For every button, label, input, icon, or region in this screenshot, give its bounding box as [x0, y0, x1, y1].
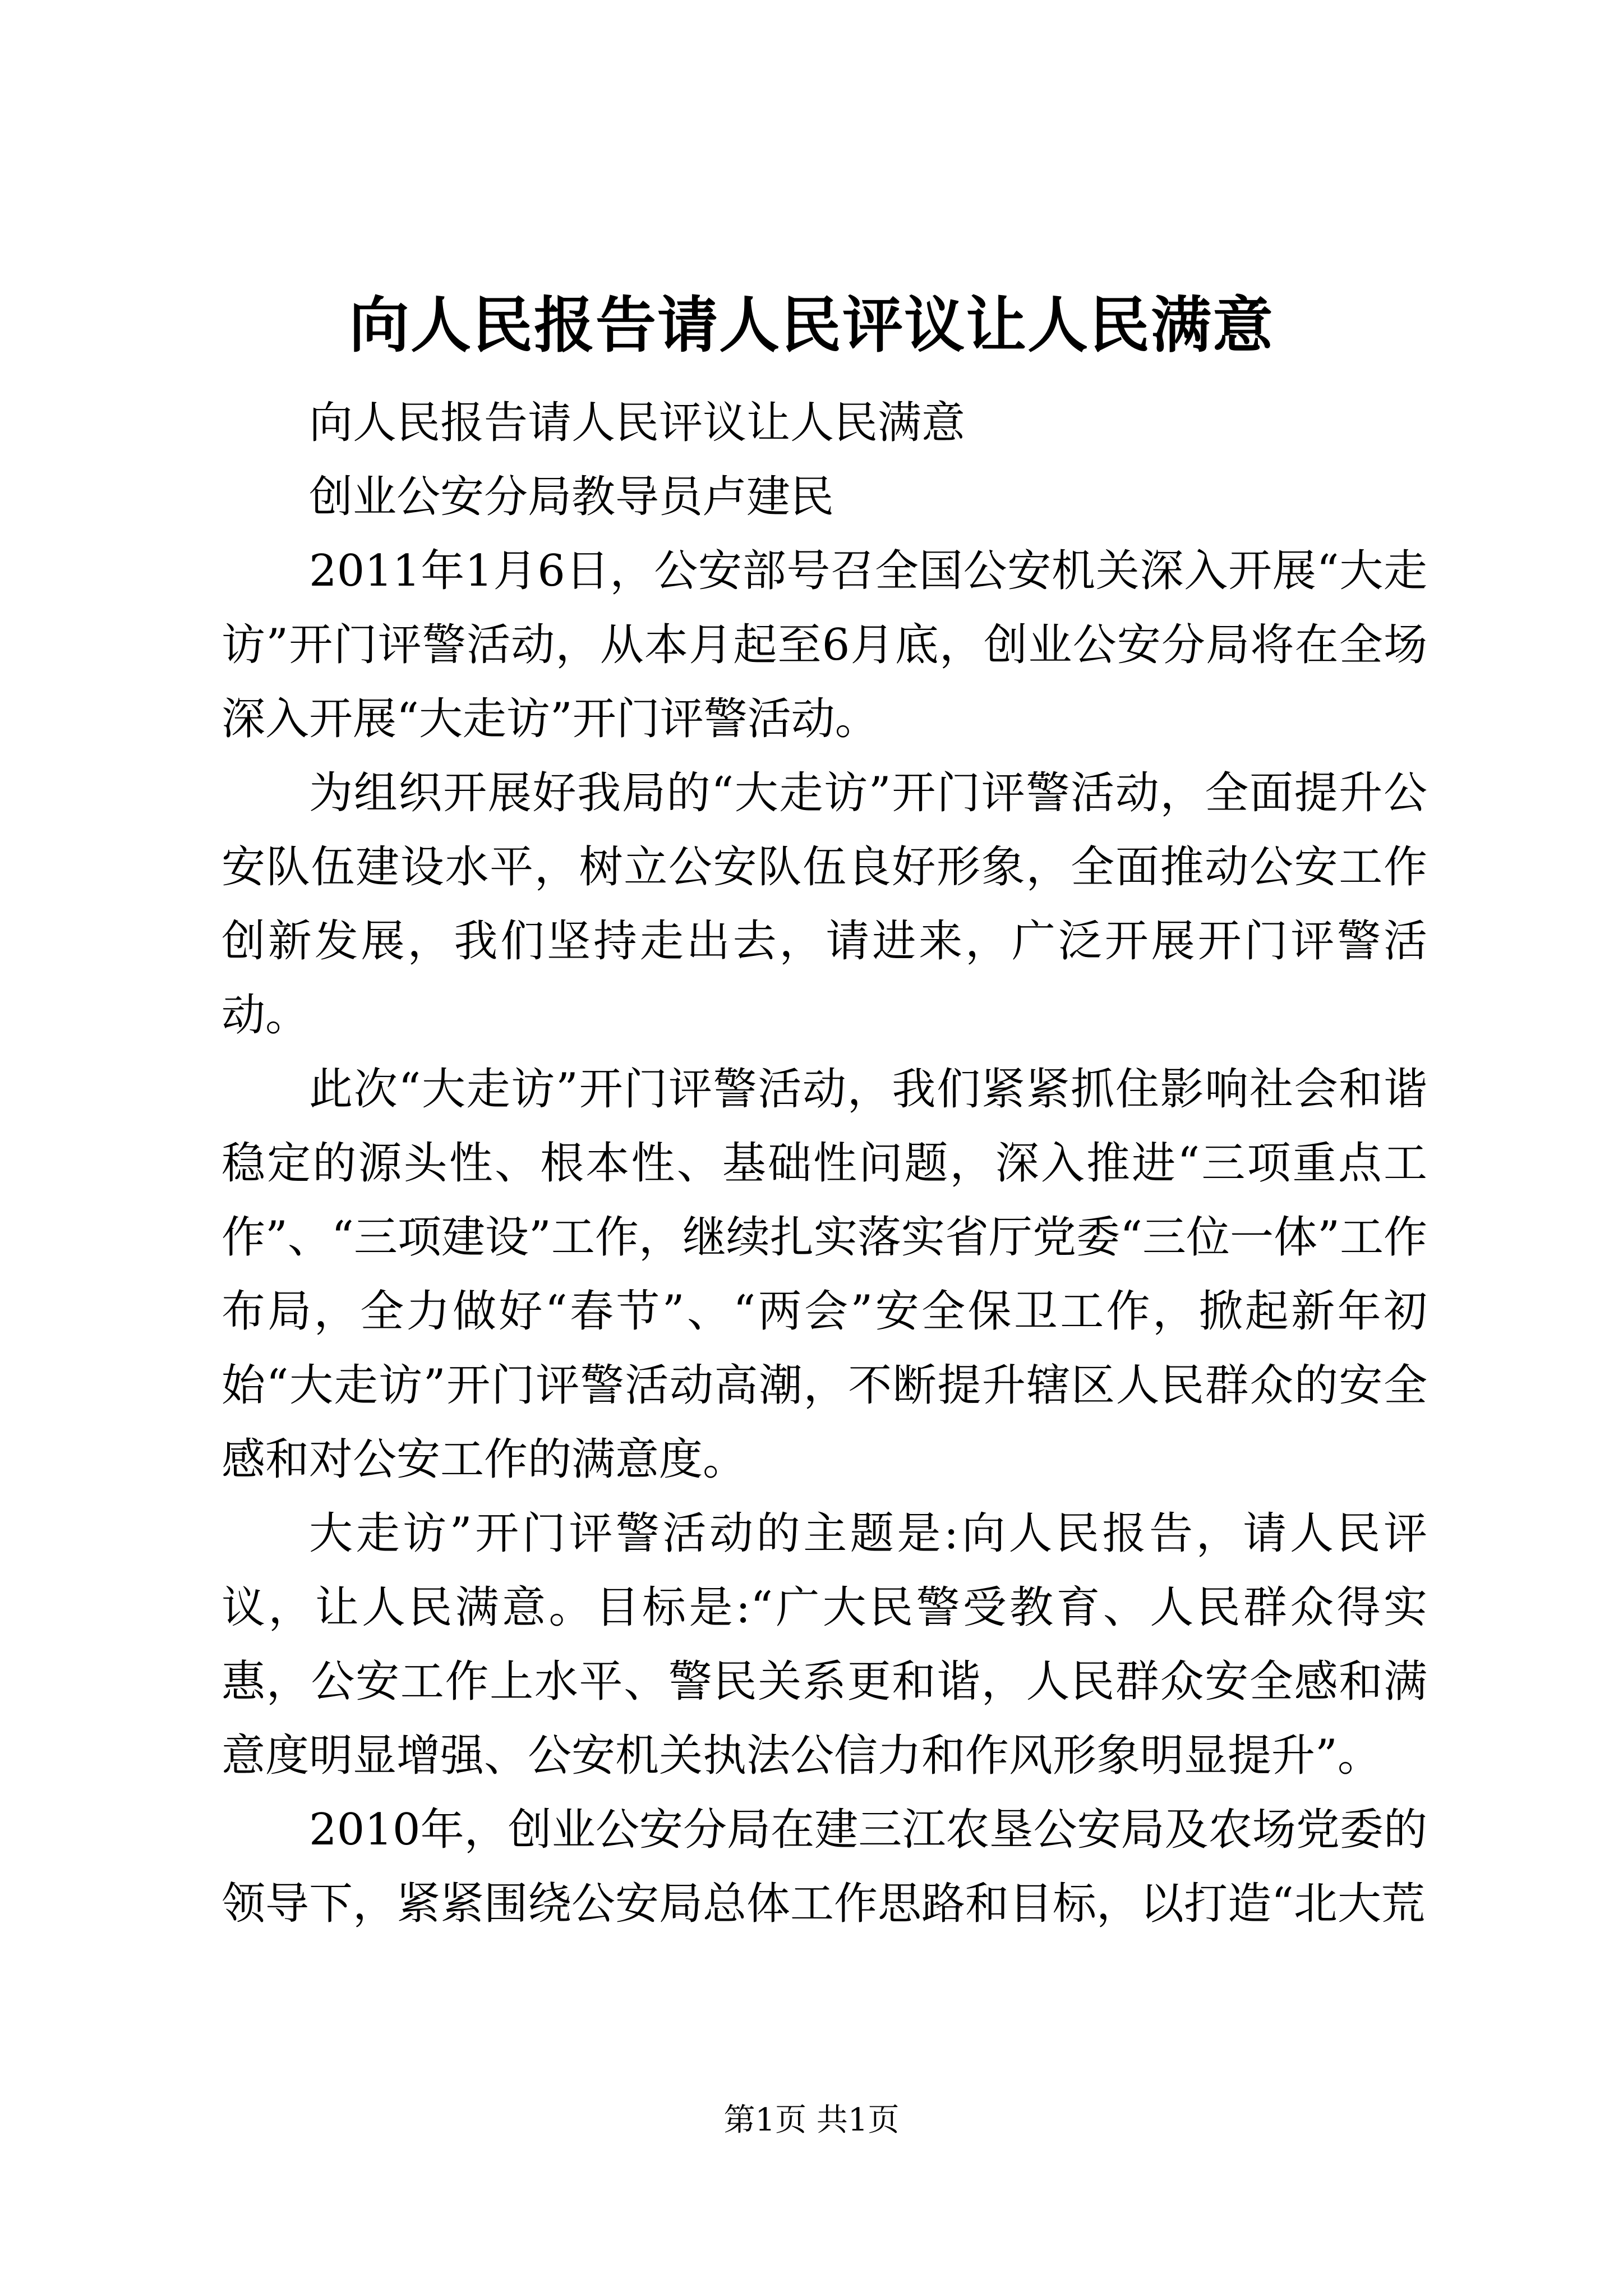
subtitle-paragraph: 向人民报告请人民评议让人民满意 — [309, 398, 966, 448]
page-number-footer: 第1页 共1页 — [723, 2102, 900, 2138]
body-paragraph: 此次“大走访”开门评警活动，我们紧紧抓住影响社会和谐稳定的源头性、根本性、基础性问题，深入推进“三项重点工作”、“三项建设”工作，继续扎实落实省厅党委“三位一体”工作布局，全力做好“春节”、“两会”安全保卫工作，掀起新年初始“大走访”开门评警活动高潮，不断提升辖区人民群众的安全感和对公安工作的满意度。 — [222, 1064, 1427, 1485]
body-paragraph: 为组织开展好我局的“大走访”开门评警活动，全面提升公安队伍建设水平，树立公安队伍良好形象，全面推动公安工作创新发展，我们坚持走出去，请进来，广泛开展开门评警活动。 — [222, 768, 1427, 1041]
author-paragraph: 创业公安分局教导员卢建民 — [309, 472, 834, 522]
body-paragraph: 2011年1月6日，公安部号召全国公安机关深入开展“大走访”开门评警活动，从本月起至6月底，创业公安分局将在全场深入开展“大走访”开门评警活动。 — [222, 546, 1427, 744]
body-paragraph: 2010年，创业公安分局在建三江农垦公安局及农场党委的领导下，紧紧围绕公安局总体工作思路和目标，以打造“北大荒 — [222, 1805, 1427, 1929]
document-body — [222, 386, 1427, 1941]
body-paragraph: 大走访”开门评警活动的主题是:向人民报告，请人民评议，让人民满意。目标是:“广大民警受教育、人民群众得实惠，公安工作上水平、警民关系更和谐，人民群众安全感和满意度明显增强、公安机关执法公信力和作风形象明显提升”。 — [222, 1508, 1427, 1781]
document-title: 向人民报告请人民评议让人民满意 — [348, 290, 1274, 361]
